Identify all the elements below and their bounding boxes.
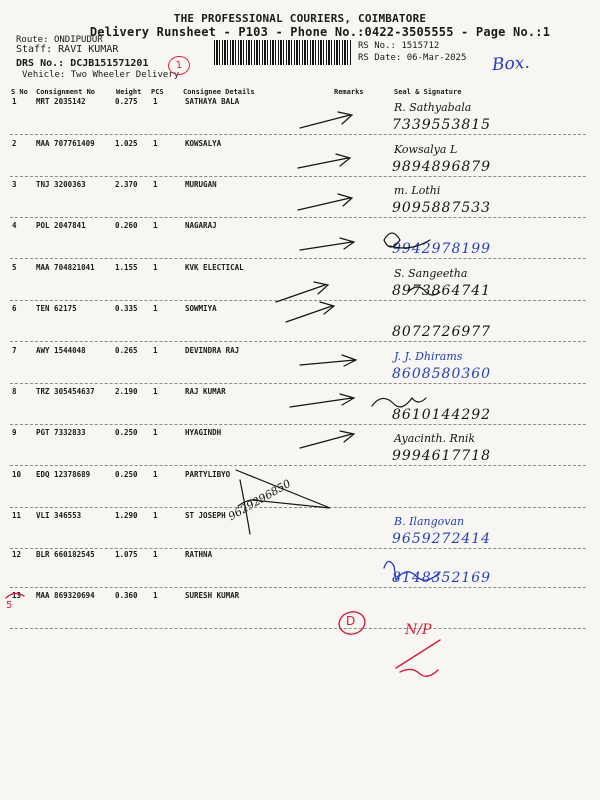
row-signature-name: B. Ilangovan: [394, 515, 465, 528]
arrow-row-3: [298, 194, 352, 210]
row-signature-phone: 9894896879: [392, 159, 492, 175]
row-consignment-no: MAA 704821041: [36, 263, 95, 272]
staff-value: RAVI KUMAR: [58, 44, 119, 55]
arrow-row-4: [300, 238, 354, 250]
col-header-sno: S No: [11, 88, 28, 96]
row-weight: 1.075: [115, 550, 138, 559]
red-scribble-np: [400, 669, 438, 676]
scribble-row-6: [408, 287, 440, 295]
row-signature-name: Ayacinth. Rnik: [394, 432, 476, 445]
row-weight: 2.370: [115, 180, 138, 189]
row-pcs: 1: [153, 221, 158, 230]
arrow-row-7: [300, 355, 356, 366]
handwritten-box-note: Box.: [491, 52, 531, 76]
col-header-consignment: Consignment No: [36, 88, 96, 96]
row-sno: 8: [12, 387, 17, 396]
row-sno: 6: [12, 304, 17, 313]
row-sno: 5: [12, 263, 17, 272]
row-signature-phone: 9095887533: [392, 200, 492, 216]
row-signature-name: S. Sangeetha: [394, 267, 468, 280]
scribble-row-4: [384, 233, 430, 248]
row-consignment-no: PGT 7332833: [36, 428, 86, 437]
row-weight: 1.025: [115, 139, 138, 148]
red-hook-13: [6, 593, 24, 598]
row-pcs: 1: [153, 97, 158, 106]
col-header-consignee: Consignee Details: [183, 88, 255, 96]
row-sno: 2: [12, 139, 17, 148]
scribble-row-12: [384, 561, 440, 580]
scribble-row-8: [372, 398, 426, 407]
row-sno: 10: [12, 470, 22, 479]
row-pcs: 1: [153, 428, 158, 437]
drs-label: DRS No.:: [16, 58, 65, 69]
col-header-pcs: PCS: [151, 88, 164, 96]
row-consignee: KOWSALYA: [185, 139, 222, 148]
row-weight: 2.190: [115, 387, 138, 396]
row-signature-phone: 8610144292: [392, 407, 492, 423]
row-signature-phone: 8072726977: [392, 324, 492, 340]
row-sno: 3: [12, 180, 17, 189]
arrow-row-5: [276, 282, 328, 302]
row-consignee: SURESH KUMAR: [185, 591, 240, 600]
row-signature-name: m. Lothi: [394, 184, 441, 197]
row-signature-phone: 8608580360: [392, 366, 492, 382]
row-signature-name: J. J. Dhirams: [394, 350, 463, 363]
row-pcs: 1: [153, 263, 158, 272]
row-signature-phone: 8148352169: [392, 570, 492, 586]
row-pcs: 1: [153, 346, 158, 355]
row-consignment-no: TNJ 3200363: [36, 180, 86, 189]
arrow-row-9: [300, 431, 354, 448]
row-sno: 13: [12, 591, 22, 600]
arrow-row-8: [290, 394, 354, 407]
arrow-row-6: [286, 302, 334, 322]
staff-label: Staff:: [16, 44, 53, 55]
row-consignment-no: EDQ 12378689: [36, 470, 91, 479]
row-consignment-no: MRT 2035142: [36, 97, 86, 106]
row-weight: 0.360: [115, 591, 138, 600]
row-consignee: HYAGINDH: [185, 428, 222, 437]
drs-value: DCJB151571201: [70, 58, 149, 69]
row-consignment-no: POL 2047841: [36, 221, 86, 230]
route-value: ONDIPUDUR: [53, 35, 103, 45]
row-consignee: RATHNA: [185, 550, 213, 559]
row-consignee: DEVINDRA RAJ: [185, 346, 240, 355]
row-consignee: NAGARAJ: [185, 221, 217, 230]
col-header-remarks: Remarks: [334, 88, 364, 96]
row-weight: 0.335: [115, 304, 138, 313]
row-consignee: MURUGAN: [185, 180, 217, 189]
col-header-seal: Seal & Signature: [394, 88, 462, 96]
red-slash-np: [396, 640, 440, 668]
company-name: THE PROFESSIONAL COURIERS, COIMBATORE: [173, 12, 427, 25]
row-consignment-no: TEN 62175: [36, 304, 77, 313]
row-consignment-no: VLI 346553: [36, 511, 82, 520]
row-sno: 1: [12, 97, 17, 106]
row-pcs: 1: [153, 139, 158, 148]
route-label: Route:: [16, 35, 49, 45]
row-pcs: 1: [153, 550, 158, 559]
row-pcs: 1: [153, 387, 158, 396]
row-consignment-no: BLR 660182545: [36, 550, 95, 559]
row-signature-phone: 8973864741: [392, 283, 492, 299]
circled-page-mark: 1: [167, 55, 191, 76]
row-weight: 1.290: [115, 511, 138, 520]
red-row13-mark: 5: [6, 600, 13, 611]
row-consignee: PARTYLIBYO: [185, 470, 231, 479]
rs-date: RS Date: 06-Mar-2025: [358, 53, 467, 63]
row-pcs: 1: [153, 591, 158, 600]
vehicle-line: Vehicle: Two Wheeler Delivery: [22, 70, 180, 80]
row-sno: 4: [12, 221, 17, 230]
row-pcs: 1: [153, 304, 158, 313]
row-consignment-no: TRZ 305454637: [36, 387, 95, 396]
row-signature-name: Kowsalya L: [394, 143, 458, 156]
col-header-weight: Weight: [116, 88, 142, 96]
row10-handwritten-phone: 9629296850: [226, 477, 294, 524]
row-weight: 1.155: [115, 263, 138, 272]
row-signature-phone: 9942978199: [392, 241, 492, 257]
row-sno: 11: [12, 511, 22, 520]
row-pcs: 1: [153, 180, 158, 189]
arrow-row-2: [298, 154, 350, 168]
row-sno: 12: [12, 550, 22, 559]
row-pcs: 1: [153, 470, 158, 479]
rs-number: RS No.: 1515712: [358, 41, 440, 51]
row-consignment-no: MAA 869320694: [36, 591, 95, 600]
red-circled-letter: D: [346, 614, 356, 628]
row-consignee: SATHAYA BALA: [185, 97, 240, 106]
row-sno: 7: [12, 346, 17, 355]
row-consignee: SOWMIYA: [185, 304, 217, 313]
red-np-note: N/P: [405, 622, 432, 638]
row-weight: 0.250: [115, 470, 138, 479]
row-signature-phone: 9659272414: [392, 531, 492, 547]
row-consignee: ST JOSEPH: [185, 511, 226, 520]
runsheet-subtitle: Delivery Runsheet - P103 - Phone No.:0422-3505555 - Page No.:1: [89, 25, 551, 39]
row-consignee: RAJ KUMAR: [185, 387, 226, 396]
row-weight: 0.260: [115, 221, 138, 230]
row-weight: 0.265: [115, 346, 138, 355]
row-sno: 9: [12, 428, 17, 437]
row-signature-phone: 7339553815: [392, 117, 492, 133]
row-weight: 0.275: [115, 97, 138, 106]
row-signature-name: R. Sathyabala: [394, 101, 472, 114]
row-pcs: 1: [153, 511, 158, 520]
row-consignment-no: MAA 707761409: [36, 139, 95, 148]
row-consignee: KVK ELECTICAL: [185, 263, 244, 272]
arrow-row-1: [300, 112, 352, 128]
row-signature-phone: 9994617718: [392, 448, 492, 464]
row-consignment-no: AWY 1544048: [36, 346, 86, 355]
row-weight: 0.250: [115, 428, 138, 437]
